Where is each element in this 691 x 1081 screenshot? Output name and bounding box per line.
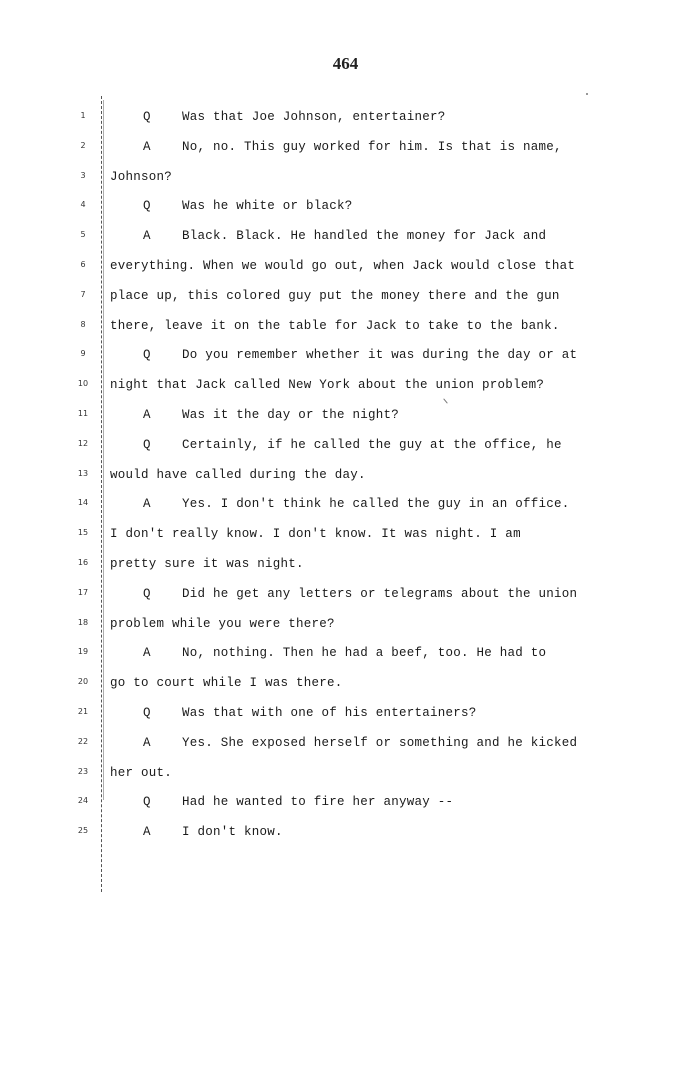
transcript-line [0,674,691,694]
line-text: I don't really know. I don't know. It was night. I am [110,527,521,542]
transcript-line [0,197,691,217]
speaker-label: Q [143,437,151,452]
line-number: 13 [77,468,89,478]
transcript-line [0,227,691,247]
line-number: 20 [77,677,89,687]
line-text: Had he wanted to fire her anyway -- [182,795,454,810]
speaker-label: Q [143,586,151,601]
transcript-line [0,555,691,575]
page-number: 464 [332,54,359,73]
line-text: Was that with one of his entertainers? [182,706,477,720]
line-text: No, nothing. Then he had a beef, too. He had to [182,646,547,661]
transcript-line [0,615,691,635]
line-number: 24 [77,796,89,806]
speaker-label: Q [143,110,151,124]
line-number: 11 [77,409,89,418]
line-text: there, leave it on the table for Jack to take to the bank. [110,318,560,333]
transcript-line [0,108,691,128]
transcript-line [0,287,691,307]
line-text: No, no. This guy worked for him. Is that is name, [182,139,562,154]
transcript-line [0,585,691,605]
line-text: Yes. She exposed herself or something and he kicked [182,735,578,750]
transcript-line [0,704,691,724]
line-number: 19 [77,647,89,657]
line-text: pretty sure it was night. [110,557,304,571]
line-number: 22 [77,736,89,746]
line-number: 2 [80,140,86,150]
speaker-label: Q [143,795,151,810]
line-number: 17 [77,587,89,597]
line-number: 21 [77,707,89,716]
transcript-line [0,466,691,486]
line-text: Do you remember whether it was during the day or at [182,348,578,363]
line-number: 25 [77,826,89,836]
transcript-line [0,168,691,188]
line-number: 8 [80,319,86,329]
scan-speck [586,93,588,95]
line-text: Certainly, if he called the guy at the office, he [182,437,562,452]
line-number: 4 [80,200,86,210]
speaker-label: A [143,139,151,154]
line-text: her out. [110,765,173,780]
line-number: 16 [77,558,89,567]
line-number: 14 [77,498,89,508]
speaker-label: A [143,646,151,661]
transcript-line [0,495,691,515]
line-text: night that Jack called New York about the union problem? [110,378,545,393]
line-number: 3 [80,170,86,180]
speaker-label: A [143,735,151,750]
line-text: Yes. I don't think he called the guy in an office. [182,497,570,512]
line-number: 1 [80,111,86,120]
transcript-line [0,823,691,843]
line-number: 6 [80,260,86,269]
transcript-line [0,346,691,366]
line-text: problem while you were there? [110,616,335,631]
speaker-label: Q [143,199,151,214]
speaker-label: A [143,229,151,244]
transcript-line [0,764,691,784]
line-number: 9 [80,349,86,359]
transcript-line [0,406,691,426]
transcript-line [0,376,691,396]
transcript-line [0,257,691,277]
line-number: 12 [77,438,89,448]
line-number: 15 [77,528,89,538]
transcript-line [0,138,691,158]
line-number: 23 [77,766,89,776]
line-text: Was he white or black? [182,199,353,214]
transcript-line [0,525,691,545]
line-number: 10 [77,379,89,389]
line-number: 5 [80,230,86,240]
scan-speck [443,398,448,403]
line-number: 18 [77,617,89,627]
line-text: I don't know. [182,825,283,840]
speaker-label: Q [143,348,151,363]
line-text: go to court while I was there. [110,676,343,691]
line-text: everything. When we would go out, when Jack would close that [110,259,576,273]
speaker-label: A [143,497,151,512]
line-text: place up, this colored guy put the money there and the gun [110,288,560,303]
speaker-label: A [143,408,151,422]
transcript-line [0,644,691,664]
line-text: would have called during the day. [110,467,366,482]
speaker-label: Q [143,706,151,720]
line-text: Was it the day or the night? [182,408,400,422]
transcript-line [0,734,691,754]
line-number: 7 [80,289,86,299]
line-text: Did he get any letters or telegrams about the union [182,586,578,601]
transcript-line [0,317,691,337]
line-text: Was that Joe Johnson, entertainer? [182,110,446,124]
line-text: Black. Black. He handled the money for Jack and [182,229,547,244]
transcript-line [0,793,691,813]
speaker-label: A [143,825,151,840]
transcript-line [0,436,691,456]
line-text: Johnson? [110,169,173,184]
